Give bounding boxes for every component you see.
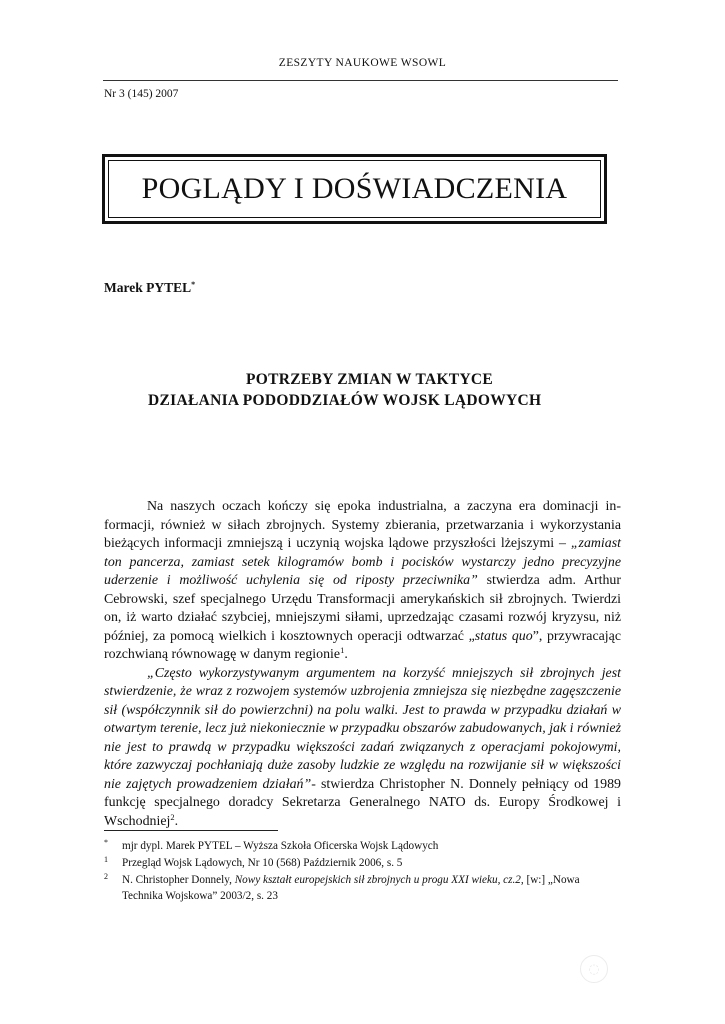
article-title-line-2: DZIAŁANIA PODODDZIAŁÓW WOJSK LĄDOWYCH: [148, 392, 542, 409]
paragraph-2: [104, 665, 621, 832]
footnote-rule: [104, 830, 278, 831]
footnote-item: [104, 872, 621, 904]
footnotes: [104, 838, 621, 905]
article-title-line-1: POTRZEBY ZMIAN W TAKTYCE: [246, 371, 494, 388]
footnote-text: Przegląd Wojsk Lądowych, Nr 10 (568) Październik 2006, s. 5: [122, 857, 403, 869]
article-title: [0, 369, 725, 411]
section-title: POGLĄDY I DOŚWIADCZENIA: [141, 172, 568, 205]
journal-name: ZESZYTY NAUKOWE WSOWL: [278, 57, 447, 69]
paragraph-1-quote: „zamiast ton pancerza, zamiast setek kilogramów bomb i pocisków wystarczy jedno precyzyjne uderzenie i możliwość uchylenia się od riposty przeciwnika”: [104, 536, 621, 588]
footnote-text-italic: Nowy kształt europejskich sił zbrojnych u progu XXI wieku, cz.2,: [234, 874, 524, 886]
paragraph-1-text-c: ”, przywracając rozchwianą równowagę w danym regionie: [104, 628, 621, 662]
issue-number: Nr 3 (145) 2007: [104, 88, 179, 100]
paragraph-1: [104, 498, 621, 665]
paragraph-2-quote: „Często wykorzystywanym argumentem na korzyść mniejszych sił zbrojnych jest stwierdzenie, że wraz z rozwojem systemów uzbrojenia zmniejsza się niezbędne zagęszczenie sił (współczynnik sił do powierzchni) na polu walki. Jest to prawda w przypadku działań w otwartym terenie, lecz już niekoniecznie w przypadku obszarów zabudowanych, jak i również nie jest to prawdą w przypadku większości zadań związanych z operacjami pokojowymi, które zazwyczaj pochłaniają duże zasoby ludzkie ze względu na rozwijanie sił w większości nie zajętych prowadzeniem działań”: [104, 665, 621, 792]
footnote-item: [104, 838, 621, 854]
paragraph-1-text-d: .: [344, 647, 348, 662]
paragraph-1-text-a: Na naszych oczach kończy się epoka industrialna, a zaczyna era dominacji informacji, również w siłach zbrojnych. Systemy zbierania, przetwarzania i wykorzystania bieżących informacji zmniejszą i uczynią wojska lądowe przyszłości lżejszymi –: [104, 499, 621, 551]
paragraph-1-status-quo: status quo: [474, 628, 533, 644]
footnote-ref-1: 1: [340, 645, 345, 655]
footnote-marker: 1: [104, 855, 108, 864]
article-body: [104, 498, 621, 831]
footnote-marker: 2: [104, 872, 108, 881]
paragraph-1-text-b: stwierdza adm. Arthur Cebrowski, szef specjalnego Urzędu Transformacji amerykańskich sił zbrojnych. Twierdzi on, iż warto działać szybciej, mniejszymi siłami, uprzedzając czasami rozwój kryzysu, niż później, za pomocą wielkich i kosztownych operacji odtwarzać „: [104, 573, 622, 644]
footnote-text-pre: N. Christopher Donnely,: [122, 874, 235, 886]
footnote-item: [104, 855, 621, 871]
header-rule: [103, 80, 618, 81]
section-title-box: [102, 154, 607, 224]
paragraph-2-text-c: .: [174, 813, 179, 829]
footnote-ref-2: 2: [170, 811, 175, 822]
paragraph-2-text-b: - stwierdza Christopher N. Donnely pełniący od 1989 funkcję specjalnego doradcy Sekretarza Generalnego NATO ds. Europy Środkowej i Wschodniej: [104, 776, 621, 829]
watermark-logo-icon: ◌: [580, 955, 608, 983]
author-footnote-marker: *: [191, 280, 196, 289]
footnote-text-post: [w:] „Nowa Technika Wojskowa” 2003/2, s. 23: [122, 874, 580, 902]
section-title-inner-frame: [108, 160, 601, 218]
footnote-text: mjr dypl. Marek PYTEL – Wyższa Szkoła Oficerska Wojsk Lądowych: [122, 840, 439, 852]
author-name: Marek PYTEL: [104, 280, 192, 295]
author-line: [104, 280, 195, 296]
footnote-marker: *: [104, 838, 108, 847]
